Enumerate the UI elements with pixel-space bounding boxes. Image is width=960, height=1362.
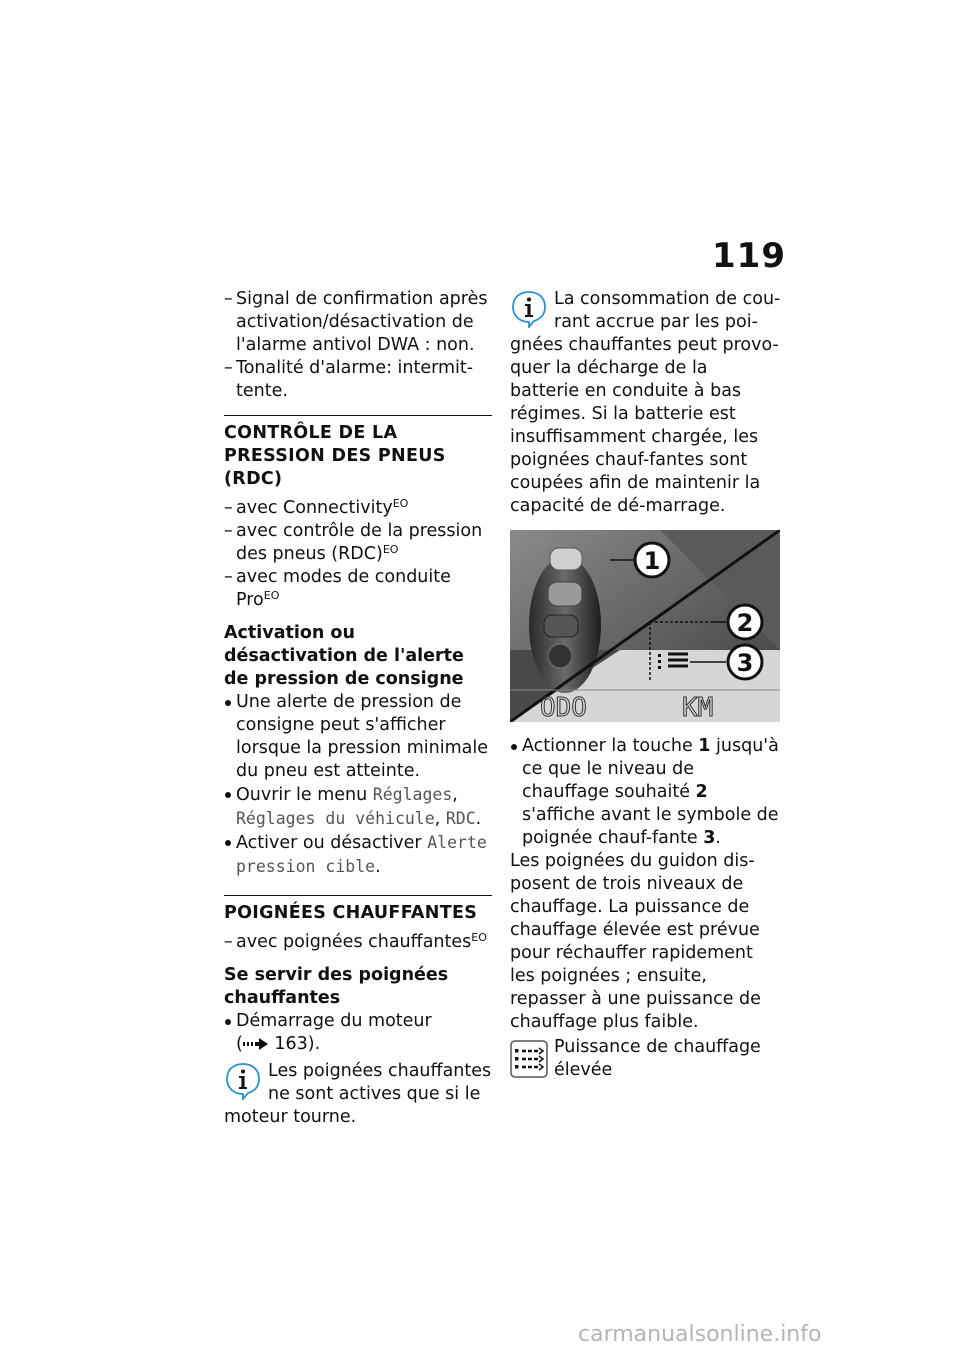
- info-note-battery: [510, 288, 782, 518]
- heating-level-label: Puissance de chauffage élevée: [554, 1037, 761, 1080]
- callout-3: 3: [736, 649, 754, 677]
- callout-2: 2: [736, 609, 754, 637]
- list-item: – avec contrôle de la pression des pneus (RDC)$^{EO}$: [224, 520, 492, 566]
- handlebar-switch-photo: [510, 530, 780, 722]
- heating-levels-paragraph: Les poignées du guidon dis-posent de trois niveaux de chauffage. La puissance de chauffage élevée est prévue pour réchauffer rapidement les poignées ; ensuite, repasser à une puissance de chauffage plus faible.: [510, 851, 761, 1032]
- list-item: Activer ou désactiver Alerte pression cible.: [224, 831, 492, 879]
- list-item: Actionner la touche 1 jusqu'à ce que le niveau de chauffage souhaité 2 s'affiche avant le symbole de poignée chauf-fante 3.: [510, 735, 782, 850]
- note-text: Les poignées chauffantes ne sont actives que si le: [268, 1061, 492, 1104]
- right-column: [510, 288, 782, 1082]
- info-icon: [224, 1062, 262, 1100]
- callout-1: 1: [643, 547, 661, 575]
- list-item: – avec Connectivity$^{EO}$: [224, 497, 492, 520]
- list-item: – avec poignées chauffantes$^{EO}$: [224, 931, 492, 954]
- left-column: [224, 288, 492, 1129]
- alarm-settings-list: [224, 288, 492, 403]
- rdc-equipment-list: [224, 497, 492, 612]
- display-odo-text: ODO: [540, 693, 587, 722]
- list-item: Une alerte de pression de consigne peut s'afficher lorsque la pression minimale du pneu est atteinte.: [224, 691, 492, 783]
- watermark-text: carmanualsonline.info: [578, 1322, 822, 1347]
- section-divider: [224, 895, 492, 896]
- section-heading-heated-grips: POIGNÉES CHAUFFANTES: [224, 903, 478, 923]
- info-icon: [510, 290, 548, 328]
- note-text: gnées chauffantes peut provo-quer la décharge de la batterie en conduite à bas régimes. Si la batterie est insuffisamment chargée, les poignées chauf-fantes sont coupées afin de maintenir la capacité de dé-marrage.: [510, 335, 779, 516]
- subheading-use-heated-grips: Se servir des poignées chauffantes: [224, 965, 449, 1008]
- info-note-engine-running: [224, 1060, 492, 1129]
- heating-level-high-row: [510, 1036, 782, 1082]
- subheading-target-pressure-alert: Activation ou désactivation de l'alerte de pression de consigne: [224, 623, 464, 689]
- list-item: Démarrage du moteur ( 163).: [224, 1010, 492, 1056]
- note-text: moteur tourne.: [224, 1107, 357, 1127]
- heated-grip-high-icon: [510, 1040, 548, 1078]
- list-item: – Tonalité d'alarme: intermit-tente.: [224, 357, 492, 403]
- list-item: Ouvrir le menu Réglages, Réglages du véhicule, RDC.: [224, 783, 492, 831]
- heated-grips-steps-list: [224, 1010, 492, 1056]
- list-item: – avec modes de conduite Pro$^{EO}$: [224, 566, 492, 612]
- section-heading-rdc: CONTRÔLE DE LA PRESSION DES PNEUS (RDC): [224, 423, 446, 489]
- heated-grips-operation-list: [510, 735, 782, 850]
- rdc-steps-list: [224, 691, 492, 879]
- page-number: 119: [712, 236, 786, 276]
- note-text: La consommation de cou-rant accrue par les poi-: [554, 289, 781, 332]
- list-item: – Signal de confirmation après activation/désactivation de l'alarme antivol DWA : non.: [224, 288, 492, 357]
- display-unit-text: KM: [682, 693, 714, 722]
- section-divider: [224, 415, 492, 416]
- page-reference-arrow-icon: [243, 1037, 269, 1051]
- heated-grips-equipment-list: [224, 931, 492, 954]
